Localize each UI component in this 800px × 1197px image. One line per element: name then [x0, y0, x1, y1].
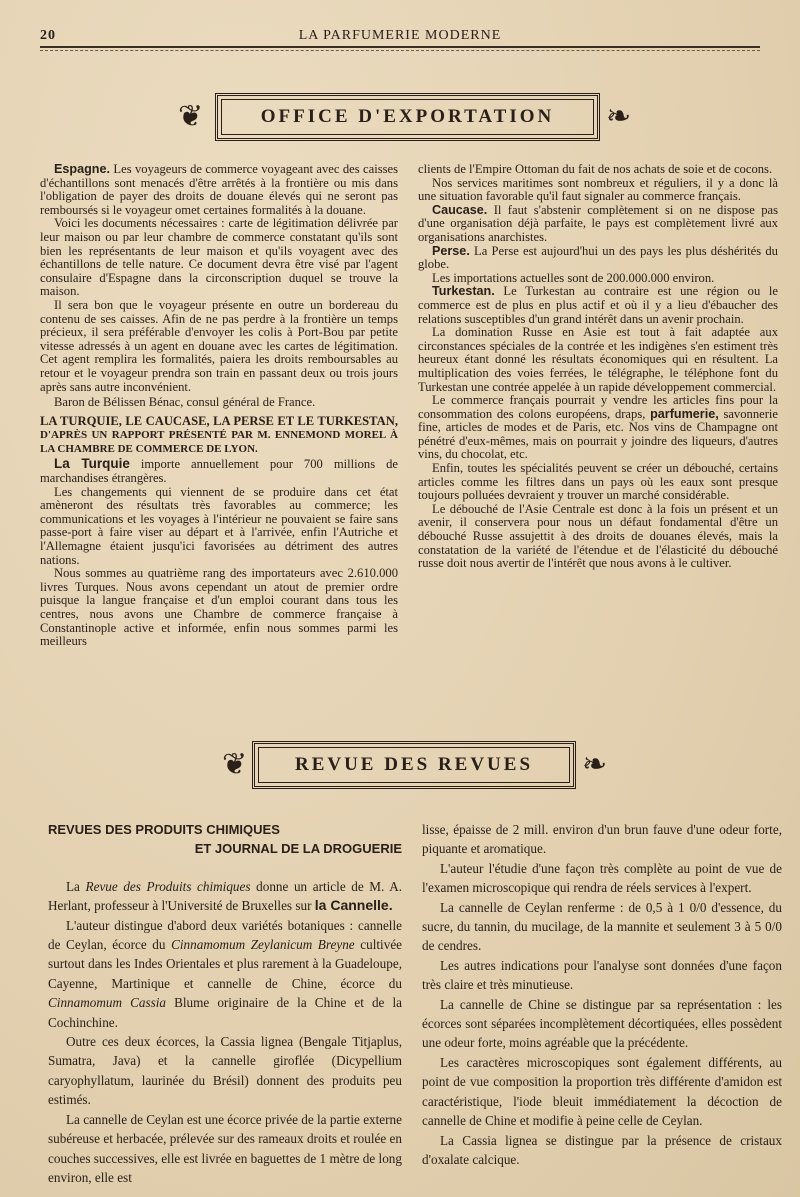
fleuron-left-ornament: ❦	[222, 748, 248, 781]
office-exportation-banner	[215, 93, 600, 141]
heading-subtitle: D'APRÈS UN RAPPORT PRÉSENTÉ PAR M. ENNEMOND MOREL À LA CHAMBRE DE COMMERCE DE LYON.	[40, 429, 398, 455]
paragraph: Outre ces deux écorces, la Cassia lignea (Bengale Titjaplus, Sumatra, Java) et la cannelle giroflée (Dicypellium caryophyllatum, laurinée du Brésil) donnent des produits peu estimés.	[48, 1034, 402, 1108]
paragraph: Les autres indications pour l'analyse sont données d'une façon très claire et très minutieuse.	[422, 957, 782, 993]
keyword-parfumerie: parfumerie,	[650, 406, 719, 421]
banner-title: OFFICE D'EXPORTATION	[221, 99, 594, 135]
paragraph-text: Le Turkestan au contraire est une région ou le commerce est de plus en plus actif et où il y a lieu d'ébaucher des relations susceptibles d'un grand intérêt dans un avenir prochain.	[418, 284, 778, 326]
paragraph-text: importe annuellement pour 700 millions de marchandises étrangères.	[40, 457, 398, 486]
keyword-espagne: Espagne.	[54, 162, 110, 176]
turquie-report-heading	[40, 415, 398, 456]
paragraph: La cannelle de Ceylan est une écorce privée de la partie externe subéreuse et herbacée, prélevée sur des rameaux droits et roulée en couches successives, elle est livrée en baguettes de 1 mètre de long environ, elle est	[48, 1111, 402, 1185]
journal-title: LA PARFUMERIE MODERNE	[298, 28, 502, 43]
heading-text: LA TURQUIE, LE CAUCASE, LA PERSE ET LE TURKESTAN,	[40, 413, 398, 428]
paragraph: La cannelle de Ceylan renferme : de 0,5 à 1 0/0 d'essence, du sucre, du tannin, du mucilage, de la mannite et seulement 3 à 5 0/0 de cendres.	[422, 899, 782, 954]
paragraph: Les importations actuelles sont de 200.000.000 environ.	[432, 270, 715, 285]
paragraph: Il sera bon que le voyageur présente en outre un bordereau du contenu de ses caisses. Afin de ne pas perdre à la frontière un temps précieux, il sera préférable d'envoyer les colis à Port-Bou par petite vitesse adressés à un agent en douane avec les cartes de légitimation. Cet agent remplira les formalités, paiera les droits remboursables au retour et le voyageur prendra son train en passant deux ou trois jours après sans autre inconvénient.	[40, 297, 398, 394]
species-name: Cinnamomum Cassia	[48, 995, 166, 1011]
revue-des-revues-banner	[252, 741, 576, 789]
paragraph-text: La	[66, 878, 80, 894]
revue-heading-1: REVUES DES PRODUITS CHIMIQUES	[48, 822, 280, 837]
paragraph-text: L'auteur distingue d'abord deux variétés botaniques : cannelle de Ceylan, écorce du	[48, 917, 402, 953]
running-header	[40, 28, 760, 46]
paragraph: Les changements qui viennent de se produire dans cet état amèneront des résultats très favorables au commerce; les communications et les voyages à l'intérieur ne pouvaient se faire sans passe-port à faire viser au départ et à l'arrivée, enfin l'Autriche et l'Allemagne étaient jusqu'ici favorisées au détriment des autres nations.	[40, 484, 398, 567]
paragraph-text: donne un article de M. A. Herlant, professeur à l'Université de Bruxelles sur	[48, 878, 403, 914]
consul-signature: Baron de Bélissen Bénac, consul général de France.	[54, 395, 316, 410]
revue-column-left	[48, 820, 402, 1187]
keyword-cannelle: la Cannelle.	[314, 897, 393, 914]
paragraph: Les caractères microscopiques sont également différents, au point de vue composition la proportion très différente d'amidon est caractéristique, l'iode bleuit immédiatement la décoction de cannelle de Chine et modifie à peine celle de Ceylan.	[422, 1054, 782, 1129]
journal-name: Revue des Produits chimiques	[85, 878, 251, 894]
fleuron-right-ornament: ❧	[582, 748, 608, 781]
paragraph: L'auteur l'étudie d'une façon très complète au point de vue de l'examen microscopique qui rendra de réels services à l'expert.	[422, 860, 782, 896]
paragraph: La domination Russe en Asie est tout à fait adaptée aux circonstances spéciales de la contrée et les indigènes s'en estiment très heureux étant donné les résultats économiques qui en résultent. La multiplication des voies ferrées, le télégraphe, le téléphone font du Turkestan une contrée appelée à un rapide développement commercial.	[418, 325, 778, 394]
keyword-turkestan: Turkestan.	[432, 284, 495, 299]
export-column-left	[40, 163, 398, 649]
keyword-turquie: La Turquie	[54, 456, 130, 472]
paragraph-text: cultivée surtout dans les Indes Orientales et plus rarement à la Guadeloupe, Cayenne, Martinique et cannelle de Chine, écorce du	[48, 937, 403, 991]
revue-heading-2: ET JOURNAL DE LA DROGUERIE	[194, 841, 402, 857]
paragraph: clients de l'Empire Ottoman du fait de nos achats de soie et de cocons.	[418, 162, 773, 176]
species-name: Cinnamomum Zeylanicum Breyne	[171, 937, 355, 953]
paragraph: Nous sommes au quatrième rang des importateurs avec 2.610.000 livres Turques. Nous avons cependant un atout de premier ordre puisque la langue française et d'un emploi courant dans tous les centres, nous avons une Chambre de commerce française à Constantinople active et informée, enfin nous sommes parmi les meilleurs	[40, 566, 398, 649]
keyword-caucase: Caucase.	[432, 202, 488, 217]
paragraph: La Cassia lignea se distingue par la présence de cristaux d'oxalate calcique.	[422, 1132, 782, 1167]
paragraph: Voici les documents nécessaires : carte de légitimation délivrée par leur maison ou par leur chambre de commerce constatant qu'ils sont bien les représentants de leur maison et qu'ils voyagent avec des échantillons de telle nature. Ce document devra être visé par l'agent consulaire d'Espagne dans la circonscription duquel se trouve la maison.	[40, 216, 398, 299]
paragraph: Le débouché de l'Asie Centrale est donc à la fois un présent et un avenir, il conservera pour nous un défaut fondamental d'être un débouché Russe assujettit à des droits de douanes élevés, mais la constatation de la variété de l'étendue et de l'élasticité du débouché russe doit nous avertir de l'intérêt que nous avons à le cultiver.	[418, 501, 778, 571]
fleuron-right-ornament: ❧	[606, 100, 632, 133]
revue-column-right	[422, 820, 782, 1169]
paragraph-text: savonnerie fine, articles de modes et de Paris, etc. Nos vins de Champagne ont pénétré d'eux-mêmes, mais on pourrait y joindre des liqueurs, d'autres vins, du chocolat, etc.	[418, 406, 778, 462]
fleuron-left-ornament: ❦	[178, 100, 204, 133]
paragraph-text: Blume originaire de la Chine et de la Cochinchine.	[48, 995, 402, 1030]
paragraph-text: La Perse est aujourd'hui un des pays les plus déshérités du globe.	[418, 243, 778, 272]
header-rule	[40, 46, 760, 48]
page-number: 20	[40, 28, 56, 43]
paragraph-text: Il faut s'abstenir complètement si on ne dispose pas d'une organisation déjà parfaite, le pays est complètement livré aux organisations anarchistes.	[418, 202, 778, 244]
paragraph: lisse, épaisse de 2 mill. environ d'un brun fauve d'une odeur forte, piquante et aromatique.	[422, 822, 782, 857]
keyword-perse: Perse.	[432, 243, 470, 258]
export-column-right	[418, 163, 778, 571]
paragraph: Nos services maritimes sont nombreux et réguliers, il y a donc là une situation favorable qu'il faut signaler au commerce français.	[418, 175, 778, 204]
banner-title: REVUE DES REVUES	[258, 747, 570, 783]
paragraph-text: Le commerce français pourrait y vendre les articles fins pour la consommation des colons européens, draps,	[418, 393, 778, 421]
paragraph: La cannelle de Chine se distingue par sa représentation : les écorces sont séparées incomplètement décortiquées, elles possèdent une odeur forte, moins agréable que la précédente.	[422, 996, 782, 1051]
header-rule-dashed	[40, 50, 760, 51]
paragraph: Enfin, toutes les spécialités peuvent se créer un débouché, certains articles comme les filtres dans un pays où les eaux sont presque toujours polluées devraient y trouver un marché considérable.	[418, 461, 778, 503]
paragraph-text: Les voyageurs de commerce voyageant avec des caisses d'échantillons sont menacés d'être arrêtés à la frontière ou mis dans l'obligation de payer des droits de douane élevés qui ne seront pas remboursés si le voyageur omet certaines formalités à la douane.	[40, 162, 399, 217]
